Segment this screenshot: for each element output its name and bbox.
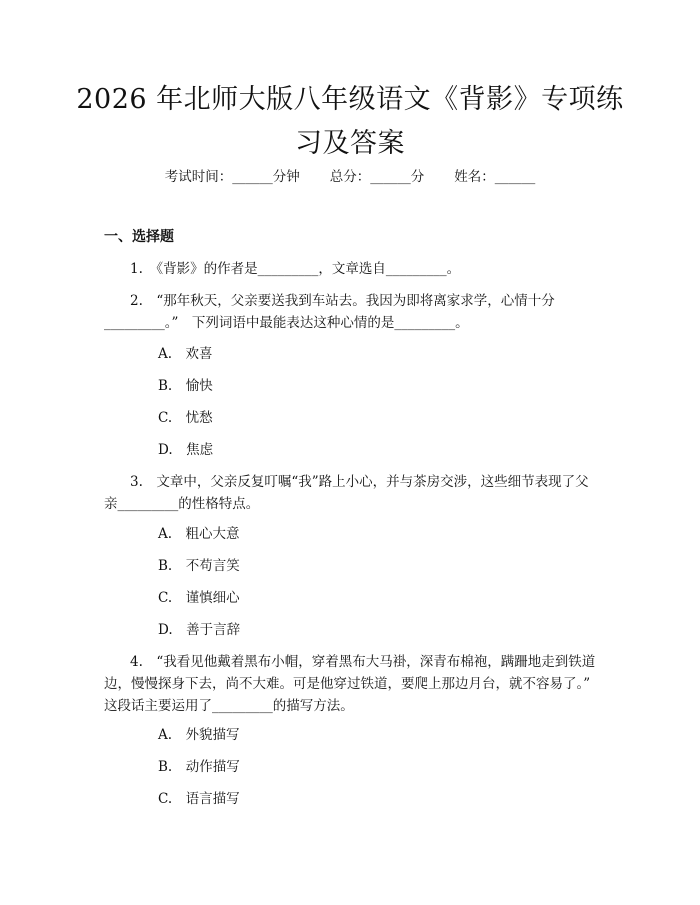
- page-title: 2026 年北师大版八年级语文《背影》专项练习及答案: [76, 84, 624, 159]
- question-2-option-d: D. 焦虑: [158, 442, 214, 458]
- question-2: 2. “那年秋天，父亲要送我到车站去。我因为即将离家求学，心情十分_________。” 下列词语中最能表达这种心情的是_________。: [104, 293, 555, 331]
- question-3-option-d: D. 善于言辞: [158, 622, 241, 638]
- exam-meta: [0, 166, 700, 188]
- question-4: 4. “我看见他戴着黑布小帽，穿着黑布大马褂，深青布棉袍，蹒跚地走到铁道边，慢慢探身下去，尚不大难。可是他穿过铁道，要爬上那边月台，就不容易了。” 这段话主要运用了_________的描写方法。: [104, 654, 604, 714]
- exam-time: 考试时间：______分钟: [164, 169, 300, 185]
- question-3-option-b: B. 不苟言笑: [158, 558, 240, 574]
- question-4-option-c: C. 语言描写: [158, 791, 240, 807]
- question-2-option-c: C. 忧愁: [158, 410, 213, 426]
- question-2-option-a: A. 欢喜: [158, 346, 213, 362]
- question-4-option-a: A. 外貌描写: [158, 727, 240, 743]
- question-3-option-c: C. 谨慎细心: [158, 590, 240, 606]
- question-3: 3. 文章中，父亲反复叮嘱“我”路上小心，并与茶房交涉，这些细节表现了父亲_________的性格特点。: [104, 474, 589, 512]
- question-2-option-b: B. 愉快: [158, 378, 213, 394]
- question-1: 1. 《背影》的作者是_________，文章选自_________。: [130, 261, 461, 277]
- question-3-option-a: A. 粗心大意: [158, 526, 240, 542]
- question-4-option-b: B. 动作描写: [158, 759, 240, 775]
- student-name: 姓名：______: [454, 169, 536, 185]
- section-title: 一、选择题: [104, 229, 174, 245]
- exam-total-score: 总分：______分: [329, 169, 425, 185]
